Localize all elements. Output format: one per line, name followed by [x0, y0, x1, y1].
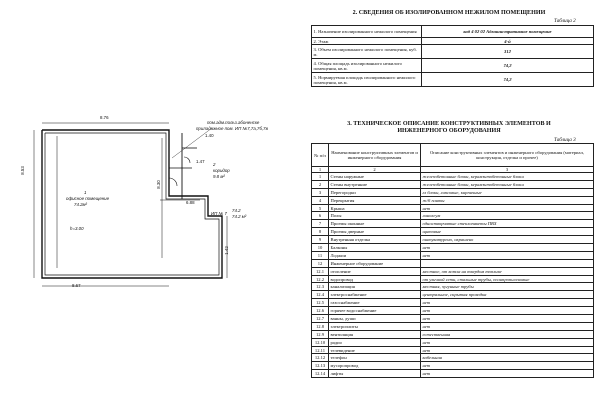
corridor-number: 2 — [213, 162, 216, 167]
ip-area-1: 74.2 — [232, 208, 241, 213]
table-row — [312, 299, 594, 307]
header-name: Наименование конструктивных элементов и инженерного оборудования — [329, 144, 421, 167]
row-name: Лоджии — [329, 251, 421, 259]
table-row — [312, 59, 594, 73]
ip-area-2: 74.2 м² — [232, 214, 247, 219]
row-number: 12.12 — [312, 354, 329, 362]
table-row — [312, 188, 594, 196]
row-desc: железобетонные блоки, керамзитобетонные блоки — [421, 180, 594, 188]
colnum: 1 — [312, 167, 329, 173]
table-row — [312, 228, 594, 236]
row-desc: нет — [421, 299, 594, 307]
t2-value: 74,2 — [422, 59, 594, 73]
corridor-name: коридор — [213, 168, 230, 173]
row-name: радио — [329, 338, 421, 346]
row-number: 12.6 — [312, 307, 329, 315]
dim-bottom: 8.67 — [72, 283, 81, 288]
table-row — [312, 212, 594, 220]
row-number: 6 — [312, 212, 329, 220]
row-desc: нет — [421, 362, 594, 370]
row-name: водопровод — [329, 275, 421, 283]
row-name: Инженерное оборудование — [329, 259, 421, 267]
t2-value: 4-й — [422, 38, 594, 45]
row-number: 5 — [312, 204, 329, 212]
row-desc: нет — [421, 204, 594, 212]
header-num: № п/п — [312, 144, 329, 167]
t2-label: 1. Назначение изолированного нежилого помещения — [312, 26, 422, 38]
table2-caption: Таблица 2 — [554, 18, 576, 24]
table-row — [312, 244, 594, 252]
table-row — [312, 236, 594, 244]
row-name: горячее водоснабжение — [329, 307, 421, 315]
row-name: Проемы оконные — [329, 220, 421, 228]
colnum: 3 — [421, 167, 594, 173]
row-desc: оштукатурено, окрашено — [421, 236, 594, 244]
table-header-row — [312, 144, 594, 167]
table-row — [312, 330, 594, 338]
row-name: Крыша — [329, 204, 421, 212]
table-row — [312, 26, 594, 38]
dim-inner-h: 6.88 — [186, 200, 195, 205]
room-height: h=3.00 — [70, 226, 84, 231]
t2-label: 4. Общая площадь изолированного нежилого помещения, кв.м. — [312, 59, 422, 73]
row-number: 12.3 — [312, 283, 329, 291]
table-row — [312, 354, 594, 362]
row-desc: нет — [421, 338, 594, 346]
row-name: телевидение — [329, 346, 421, 354]
floor-plan — [12, 108, 300, 298]
colnum: 2 — [329, 167, 421, 173]
table-row — [312, 73, 594, 87]
room-area: 74.2м² — [74, 202, 88, 207]
table-row — [312, 180, 594, 188]
row-name: Полы — [329, 212, 421, 220]
table-row — [312, 338, 594, 346]
row-desc: одностворчатые стеклопакеты ПВХ — [421, 220, 594, 228]
row-desc: нет — [421, 346, 594, 354]
dim-left: 8.53 — [19, 166, 25, 175]
row-number: 2 — [312, 180, 329, 188]
dim-small-top: 1.40 — [205, 133, 214, 138]
table-row — [312, 362, 594, 370]
row-desc: нет — [421, 307, 594, 315]
row-desc: гл блоки, гипсовые, кирпичные — [421, 188, 594, 196]
row-name: Проемы дверные — [329, 228, 421, 236]
row-desc: щитовые — [421, 228, 594, 236]
table-row — [312, 251, 594, 259]
row-number: 8 — [312, 228, 329, 236]
t2-label: 3. Объем изолированного нежилого помещения, куб. м. — [312, 45, 422, 59]
room-name: офисное помещение — [66, 196, 110, 201]
row-number: 3 — [312, 188, 329, 196]
row-name: электроснабжение — [329, 291, 421, 299]
row-name: Балконы — [329, 244, 421, 252]
section3-title-line2: ИНЖЕНЕРНОГО ОБОРУДОВАНИЯ — [397, 128, 501, 134]
row-number: 12.13 — [312, 362, 329, 370]
row-number: 12 — [312, 259, 329, 267]
row-number: 12.4 — [312, 291, 329, 299]
dim-small-left: 1.47 — [196, 159, 205, 164]
table-row — [312, 259, 594, 267]
table-row — [312, 315, 594, 323]
row-desc: нет — [421, 315, 594, 323]
row-name: канализация — [329, 283, 421, 291]
row-name: электроплиты — [329, 322, 421, 330]
section2-title: 2. СВЕДЕНИЯ ОБ ИЗОЛИРОВАННОМ НЕЖИЛОМ ПОМЕЩЕНИИ — [352, 10, 546, 16]
row-number: 9 — [312, 236, 329, 244]
door-marks — [169, 157, 190, 186]
row-number: 12.2 — [312, 275, 329, 283]
dim-inner-v: 8.30 — [155, 180, 161, 189]
section3-title-line1: 3. ТЕХНИЧЕСКОЕ ОПИСАНИЕ КОНСТРУКТИВНЫХ ЭЛЕМЕНТОВ И — [347, 121, 551, 127]
table-row — [312, 283, 594, 291]
row-name: газоснабжение — [329, 299, 421, 307]
row-number: 12.14 — [312, 370, 329, 378]
row-desc — [421, 259, 594, 267]
t2-value: код 4 02 02 Административное помещение — [422, 26, 594, 38]
row-name: вентиляция — [329, 330, 421, 338]
row-desc: ж/б плиты — [421, 196, 594, 204]
row-number: 12.5 — [312, 299, 329, 307]
ip-label: ИП № 7 — [211, 211, 227, 216]
row-desc: от уличной сети, стальные трубы, полипропиленовые — [421, 275, 594, 283]
row-number: 12.10 — [312, 338, 329, 346]
table-row — [312, 45, 594, 59]
dim-right-v: 1.42 — [223, 246, 229, 255]
row-number: 1 — [312, 173, 329, 181]
row-number: 12.1 — [312, 267, 329, 275]
row-name: Перегородки — [329, 188, 421, 196]
row-number: 12.11 — [312, 346, 329, 354]
row-number: 7 — [312, 220, 329, 228]
table-row — [312, 38, 594, 45]
note-line-2: приладажное пом. ИП №7,7а,7б,7в — [196, 126, 268, 131]
row-desc: нет — [421, 251, 594, 259]
row-number: 10 — [312, 244, 329, 252]
t2-label: 5. Нормируемая площадь изолированного нежилого помещения, кв.м. — [312, 73, 422, 87]
row-number: 11 — [312, 251, 329, 259]
table-row — [312, 196, 594, 204]
row-desc: железобетонные блоки, керамзитобетонные блоки — [421, 173, 594, 181]
row-desc: нет — [421, 244, 594, 252]
row-number: 12.8 — [312, 322, 329, 330]
table-row — [312, 204, 594, 212]
row-desc: естественная — [421, 330, 594, 338]
row-number: 4 — [312, 196, 329, 204]
row-name: лифты — [329, 370, 421, 378]
row-desc: центральное, скрытая проводка — [421, 291, 594, 299]
table2 — [311, 25, 594, 87]
corridor-area: 9.8 м² — [213, 174, 225, 179]
header-desc: Описание конструктивных элементов и инженерного оборудования (материал, конструкция, отделка и прочее) — [421, 144, 594, 167]
table-row — [312, 275, 594, 283]
t2-value: 312 — [422, 45, 594, 59]
row-number: 12.9 — [312, 330, 329, 338]
row-desc: нет — [421, 370, 594, 378]
row-desc: местное, от котла на твердом топливе — [421, 267, 594, 275]
table3-body — [312, 173, 594, 378]
row-number: 12.7 — [312, 315, 329, 323]
t2-value: 74,2 — [422, 73, 594, 87]
room-number: 1 — [84, 190, 87, 195]
row-name: Перекрытия — [329, 196, 421, 204]
dim-top: 8.76 — [100, 115, 109, 120]
t2-label: 2. Этаж — [312, 38, 422, 45]
table-row — [312, 291, 594, 299]
table-row — [312, 370, 594, 378]
walls — [42, 130, 222, 278]
row-name: мусоропровод — [329, 362, 421, 370]
table-row — [312, 307, 594, 315]
row-name: отопление — [329, 267, 421, 275]
table-row — [312, 220, 594, 228]
table-row — [312, 346, 594, 354]
table3-caption: Таблица 3 — [554, 137, 576, 143]
dimension-lines — [34, 123, 227, 286]
row-name: Стены внутренние — [329, 180, 421, 188]
row-name: Внутренняя отделка — [329, 236, 421, 244]
table-row — [312, 322, 594, 330]
row-name: телефон — [329, 354, 421, 362]
row-desc: линолеум — [421, 212, 594, 220]
row-desc: кабельная — [421, 354, 594, 362]
note-line-1: пом.адм.польз.абоненске — [207, 120, 260, 125]
table-row — [312, 173, 594, 181]
row-desc: местная, чугунные трубы — [421, 283, 594, 291]
table-row — [312, 267, 594, 275]
table3 — [311, 143, 594, 378]
row-desc: нет — [421, 322, 594, 330]
row-name: Стены наружные — [329, 173, 421, 181]
row-name: ванны, души — [329, 315, 421, 323]
